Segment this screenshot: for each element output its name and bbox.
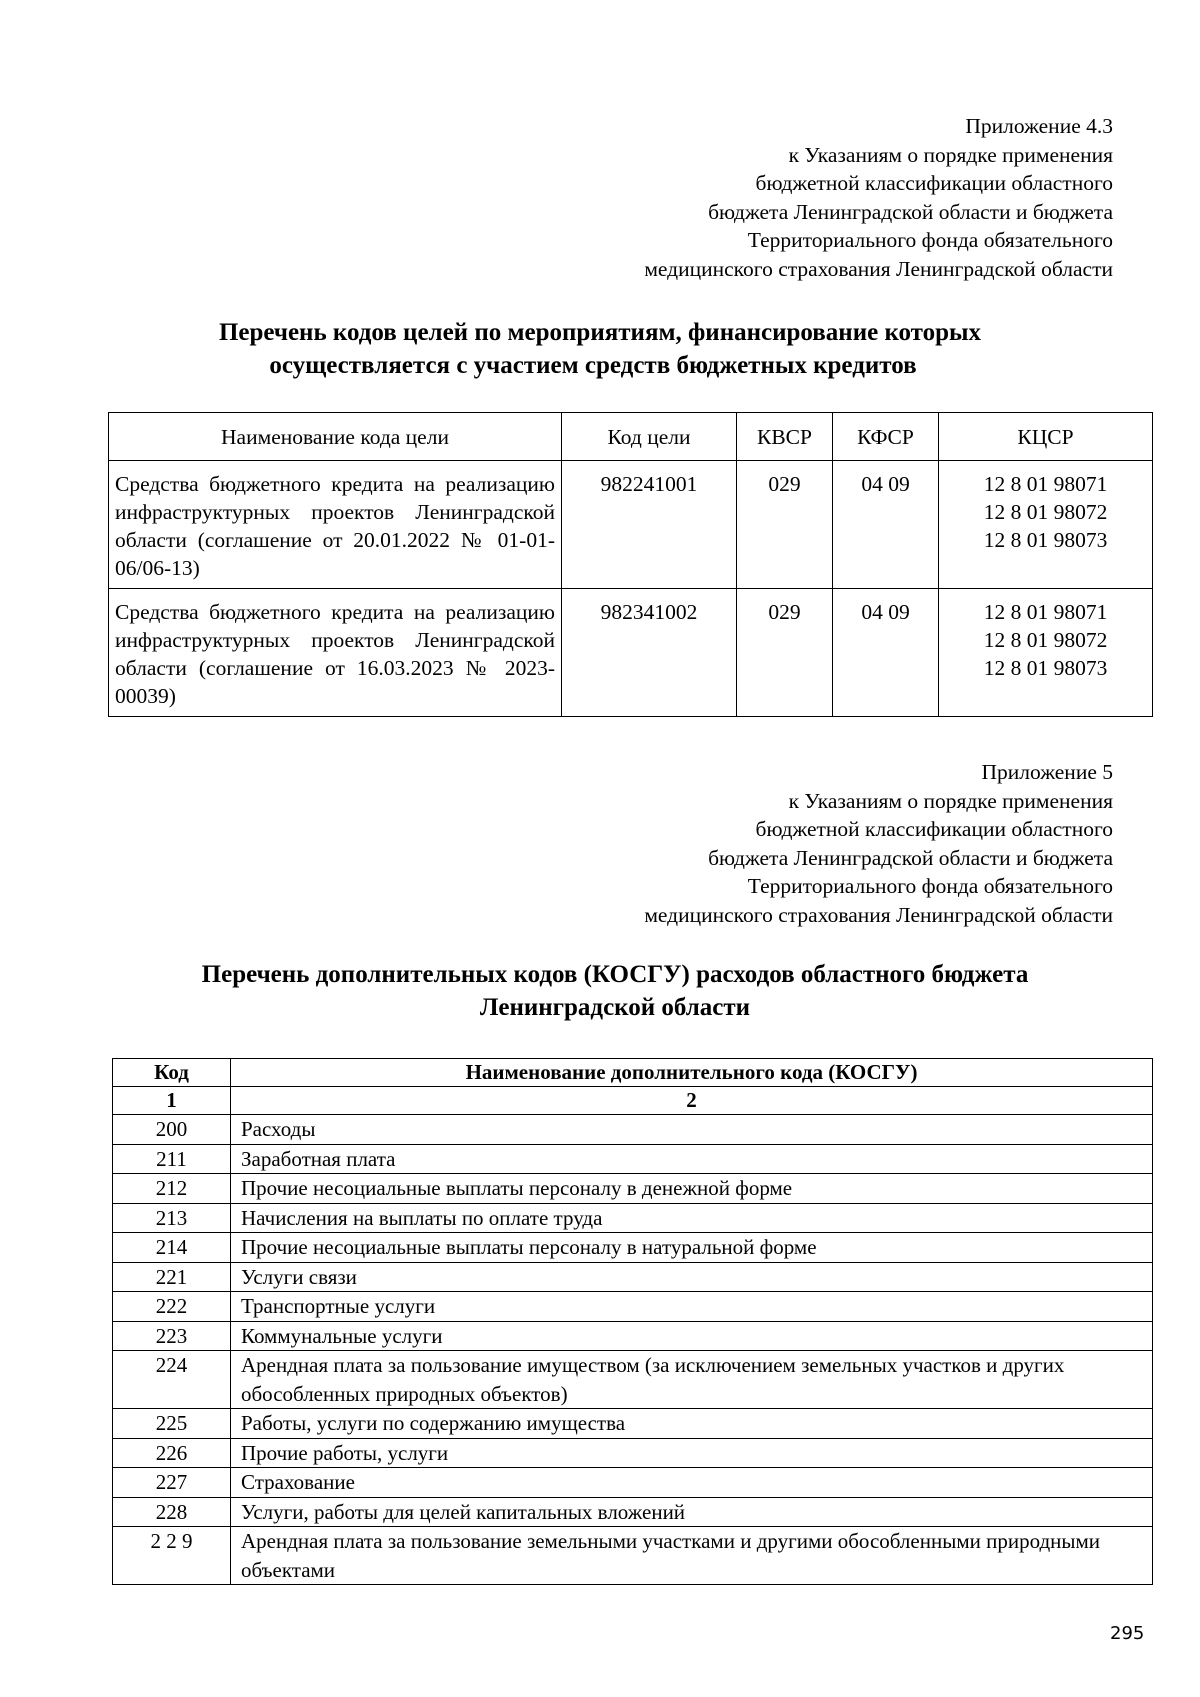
kfsr-cell: 04 09 [833,461,939,589]
kosgu-code-cell: 224 [113,1351,231,1409]
kosgu-name-cell: Работы, услуги по содержанию имущества [231,1409,1153,1439]
goal-name-cell: Средства бюджетного кредита на реализацию инфраструктурных проектов Ленинградской области (соглашение от 20.01.2022 № 01-01-06/06-13) [109,461,562,589]
table-row [113,1351,1153,1409]
kfsr-cell: 04 09 [833,589,939,717]
table-row [113,1527,1153,1585]
header-goal-code: Код цели [562,413,737,461]
page-number: 295 [1110,1623,1145,1644]
appendix-note-line: Приложение 5 [981,760,1113,784]
goal-name-cell: Средства бюджетного кредита на реализацию инфраструктурных проектов Ленинградской области (соглашение от 16.03.2023 № 2023-00039) [109,589,562,717]
header-kosgu-name: Наименование дополнительного кода (КОСГУ) [231,1059,1153,1087]
appendix-note-line: медицинского страхования Ленинградской области [644,902,1113,927]
kcsr-code: 12 8 01 98072 [983,628,1108,652]
kosgu-code-cell: 214 [113,1233,231,1263]
table-row [113,1203,1153,1233]
goal-codes-title [0,316,1200,382]
header-kfsr: КФСР [833,413,939,461]
kosgu-code-cell: 212 [113,1174,231,1204]
kvsr-cell: 029 [737,589,833,717]
kosgu-name-cell: Транспортные услуги [231,1292,1153,1322]
kosgu-codes-table [112,1058,1153,1585]
kosgu-name-cell: Страхование [231,1468,1153,1498]
table-row [113,1144,1153,1174]
table-row [113,1292,1153,1322]
kosgu-code-cell: 228 [113,1497,231,1527]
kosgu-code-cell: 226 [113,1438,231,1468]
header-code: Код [113,1059,231,1087]
kcsr-code: 12 8 01 98073 [983,656,1108,680]
appendix-note-line: бюджета Ленинградской области и бюджета [708,845,1113,870]
appendix-note-line: к Указаниям о порядке применения [788,142,1113,167]
table-header-row [113,1059,1153,1087]
title-line: Перечень кодов целей по мероприятиям, финансирование которых [218,319,982,346]
appendix-5-note [644,758,1113,929]
table-row [113,1409,1153,1439]
goal-code-cell: 982341002 [562,589,737,717]
kosgu-name-cell: Прочие несоциальные выплаты персоналу в натуральной форме [231,1233,1153,1263]
appendix-note-line: бюджетной классификации областного [755,817,1113,841]
appendix-note-line: к Указаниям о порядке применения [788,788,1113,813]
table-row [113,1233,1153,1263]
title-line: Ленинградской области [479,994,751,1021]
kosgu-name-cell: Арендная плата за пользование имуществом (за исключением земельных участков и других обособленных природных объектов) [231,1351,1153,1409]
kcsr-code: 12 8 01 98071 [983,472,1108,496]
table-row [113,1321,1153,1351]
table-row [113,1468,1153,1498]
kosgu-name-cell: Услуги, работы для целей капитальных вложений [231,1497,1153,1527]
column-number: 2 [231,1087,1153,1115]
table-row [109,461,1153,589]
kosgu-name-cell: Прочие несоциальные выплаты персоналу в денежной форме [231,1174,1153,1204]
kcsr-code: 12 8 01 98072 [983,500,1108,524]
kcsr-code: 12 8 01 98073 [983,528,1108,552]
title-line: Перечень дополнительных кодов (КОСГУ) расходов областного бюджета [201,961,1029,988]
table-row [113,1262,1153,1292]
appendix-note-line: бюджетной классификации областного [755,171,1113,195]
table-subheader-row [113,1087,1153,1115]
goal-codes-table [108,412,1153,717]
kosgu-name-cell: Расходы [231,1115,1153,1145]
table-row [113,1438,1153,1468]
kosgu-table-body [113,1115,1153,1585]
kosgu-code-cell: 223 [113,1321,231,1351]
appendix-note-line: Территориального фонда обязательного [747,228,1113,252]
appendix-note-line: Приложение 4.3 [965,114,1113,138]
kcsr-code: 12 8 01 98071 [983,600,1108,624]
kosgu-name-cell: Прочие работы, услуги [231,1438,1153,1468]
kosgu-name-cell: Услуги связи [231,1262,1153,1292]
kosgu-name-cell: Арендная плата за пользование земельными участками и другими обособленными природными объектами [231,1527,1153,1585]
column-number: 1 [113,1087,231,1115]
header-goal-name: Наименование кода цели [109,413,562,461]
kosgu-code-cell: 211 [113,1144,231,1174]
kcsr-cell [939,589,1153,717]
header-kvsr: КВСР [737,413,833,461]
appendix-note-line: Территориального фонда обязательного [747,874,1113,898]
kosgu-name-cell: Начисления на выплаты по оплате труда [231,1203,1153,1233]
kcsr-cell [939,461,1153,589]
kosgu-code-cell: 222 [113,1292,231,1322]
kosgu-code-cell: 227 [113,1468,231,1498]
appendix-4-3-note [644,112,1113,283]
table-row [109,589,1153,717]
header-kcsr: КЦСР [939,413,1153,461]
kosgu-code-cell: 225 [113,1409,231,1439]
kosgu-code-cell: 200 [113,1115,231,1145]
title-line: осуществляется с участием средств бюджетных кредитов [269,352,917,379]
kosgu-codes-title [0,958,1200,1024]
goal-code-cell: 982241001 [562,461,737,589]
appendix-note-line: медицинского страхования Ленинградской области [644,256,1113,281]
kosgu-code-cell: 2 2 9 [113,1527,231,1585]
kvsr-cell: 029 [737,461,833,589]
appendix-note-line: бюджета Ленинградской области и бюджета [708,199,1113,224]
table-row [113,1497,1153,1527]
kosgu-name-cell: Заработная плата [231,1144,1153,1174]
table-row [113,1174,1153,1204]
table-row [113,1115,1153,1145]
kosgu-name-cell: Коммунальные услуги [231,1321,1153,1351]
kosgu-code-cell: 213 [113,1203,231,1233]
table-header-row [109,413,1153,461]
kosgu-code-cell: 221 [113,1262,231,1292]
